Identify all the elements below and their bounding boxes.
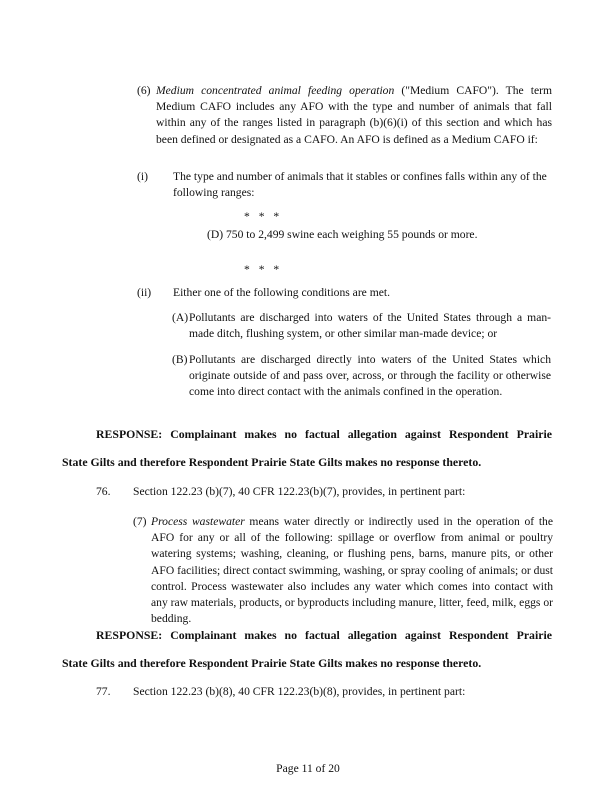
- cond-b-label: (B): [172, 353, 188, 366]
- sub-i-text: The type and number of animals that it stables or confines falls within any of the following ranges:: [173, 170, 547, 200]
- cond-a-label: (A): [172, 311, 189, 324]
- para-76-text: Section 122.23 (b)(7), 40 CFR 122.23(b)(7), provides, in pertinent part:: [133, 485, 466, 498]
- response-line: State Gilts and therefore Respondent Prairie State Gilts makes no response thereto.: [62, 656, 482, 670]
- def-7-label: (7): [133, 515, 147, 528]
- sec6-text: ("Medium CAFO"). The term Medium CAFO includes any AFO with the type and number of animals that fall within any of the ranges listed in paragraph (b)(6)(i) of this section and which has been defined or designated as a CAFO. An AFO is defined as a Medium CAFO if:: [156, 84, 552, 146]
- ellipsis-stars: * * *: [244, 210, 283, 223]
- sec6-label: (6): [137, 84, 151, 97]
- def-7-term: Process wastewater: [151, 515, 245, 528]
- cond-b-text: Pollutants are discharged directly into waters of the United States which originate outside of and pass over, across, or through the facility or otherwise come into direct contact with the animals confined in the operation.: [189, 353, 551, 399]
- response-line: RESPONSE: Complainant makes no factual allegation against Respondent Prairie: [96, 427, 552, 441]
- sub-ii-text: Either one of the following conditions are met.: [173, 286, 391, 299]
- para-77-number: 77.: [96, 685, 111, 698]
- range-d: (D) 750 to 2,499 swine each weighing 55 pounds or more.: [207, 228, 478, 241]
- sub-i-label: (i): [137, 170, 148, 183]
- response-line: State Gilts and therefore Respondent Prairie State Gilts makes no response thereto.: [62, 455, 482, 469]
- cond-a-text: Pollutants are discharged into waters of the United States through a man-made ditch, flushing system, or other similar man-made device; or: [189, 311, 551, 341]
- sub-ii-label: (ii): [137, 286, 152, 299]
- sec6-term: Medium concentrated animal feeding operation: [156, 84, 395, 97]
- def-7-paragraph: [151, 514, 553, 627]
- para-76-number: 76.: [96, 485, 111, 498]
- page-footer: Page 11 of 20: [276, 762, 340, 775]
- para-77-text: Section 122.23 (b)(8), 40 CFR 122.23(b)(8), provides, in pertinent part:: [133, 685, 466, 698]
- def-7-text: means water directly or indirectly used in the operation of the AFO for any or all of the following: spillage or overflow from animal or poultry watering systems; washing, cleaning, or flushing pens, barns, manure pits, or other AFO facilities; direct contact swimming, washing, or spray cooling of animals; or dust control. Process wastewater also includes any water which comes into contact with any raw materials, products, or byproducts including manure, litter, feed, milk, eggs or bedding.: [151, 515, 553, 626]
- ellipsis-stars: * * *: [244, 263, 283, 276]
- response-line: RESPONSE: Complainant makes no factual allegation against Respondent Prairie: [96, 628, 552, 642]
- sec6-paragraph: [156, 83, 552, 148]
